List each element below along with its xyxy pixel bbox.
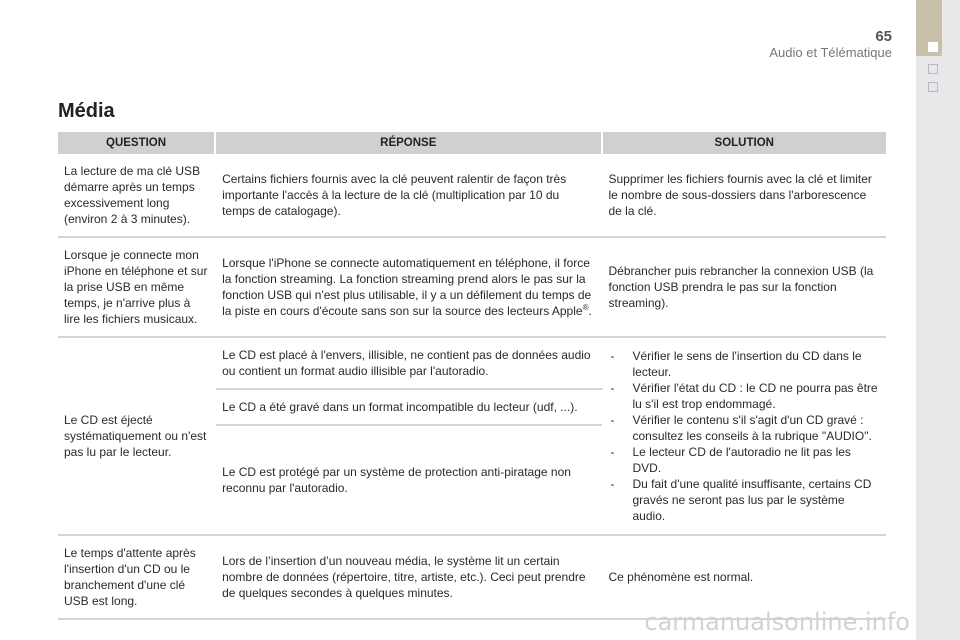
answer-cell: Le CD est protégé par un système de protection anti-piratage non reconnu par l'autoradio. — [215, 425, 601, 535]
answer-cell — [215, 237, 601, 337]
table-row — [58, 337, 886, 389]
answer-cell: Lors de l’insertion d’un nouveau média, le système lit un certain nombre de données (répertoire, titre, artiste, etc.). Ceci peut prendre de quelques secondes à quelques minutes. — [215, 535, 601, 619]
table-row — [58, 154, 886, 237]
list-item: - Vérifier le sens de l'insertion du CD dans le lecteur. — [609, 348, 881, 380]
question-cell: Le temps d'attente après l'insertion d'un CD ou le branchement d'une clé USB est long. — [58, 535, 215, 619]
column-header-solution: SOLUTION — [602, 132, 887, 154]
column-header-question: QUESTION — [58, 132, 215, 154]
list-item: - Du fait d'une qualité insuffisante, certains CD gravés ne seront pas lus par le système audio. — [609, 476, 881, 524]
answer-cell: Certains fichiers fournis avec la clé peuvent ralentir de façon très importante l'accès à la lecture de la clé (multiplication par 10 du temps de catalogage). — [215, 154, 601, 237]
solution-list — [609, 348, 881, 524]
page-number: 65 — [875, 28, 892, 45]
solution-cell — [602, 337, 887, 535]
answer-cell: Le CD est placé à l'envers, illisible, ne contient pas de données audio ou contient un format audio illisible par l'autoradio. — [215, 337, 601, 389]
answer-cell: Le CD a été gravé dans un format incompatible du lecteur (udf, ...). — [215, 389, 601, 425]
section-name: Audio et Télématique — [769, 45, 892, 60]
watermark: carmanualsonline.info — [644, 608, 910, 636]
table-header-row — [58, 132, 886, 154]
solution-cell: Débrancher puis rebrancher la connexion USB (la fonction USB prendra le pas sur la fonction streaming). — [602, 237, 887, 337]
column-header-answer: RÉPONSE — [215, 132, 601, 154]
table-row — [58, 237, 886, 337]
current-chapter-marker-icon — [928, 42, 938, 52]
chapter-marker-icon[interactable] — [928, 64, 938, 74]
list-item: - Vérifier l'état du CD : le CD ne pourra pas être lu s'il est trop endommagé. — [609, 380, 881, 412]
question-cell: La lecture de ma clé USB démarre après un temps excessivement long (environ 2 à 3 minutes). — [58, 154, 215, 237]
page-title: Média — [58, 100, 115, 122]
answer-text: Lorsque l'iPhone se connecte automatiquement en téléphone, il force la fonction streaming. La fonction streaming prend alors le pas sur la fonction USB qui n'est plus utilisable, il y a un défilement du temps de la piste en cours d'écoute sans son sur la source des lecteurs Apple — [222, 256, 592, 318]
question-cell: Lorsque je connecte mon iPhone en téléphone et sur la prise USB en même temps, je n'arrive plus à lire les fichiers musicaux. — [58, 237, 215, 337]
faq-table — [58, 132, 886, 620]
list-item: - Le lecteur CD de l'autoradio ne lit pas les DVD. — [609, 444, 881, 476]
solution-cell: Ce phénomène est normal. — [602, 535, 887, 619]
chapter-marker-icon[interactable] — [928, 82, 938, 92]
registered-mark: ® — [582, 303, 589, 312]
answer-text-end: . — [588, 304, 592, 318]
chapter-tab-strip — [916, 0, 960, 640]
question-cell: Le CD est éjecté systématiquement ou n'est pas lu par le lecteur. — [58, 337, 215, 535]
solution-cell: Supprimer les fichiers fournis avec la clé et limiter le nombre de sous-dossiers dans l'arborescence de la clé. — [602, 154, 887, 237]
list-item: - Vérifier le contenu s'il s'agit d'un CD gravé : consultez les conseils à la rubrique "AUDIO". — [609, 412, 881, 444]
table-row — [58, 535, 886, 619]
